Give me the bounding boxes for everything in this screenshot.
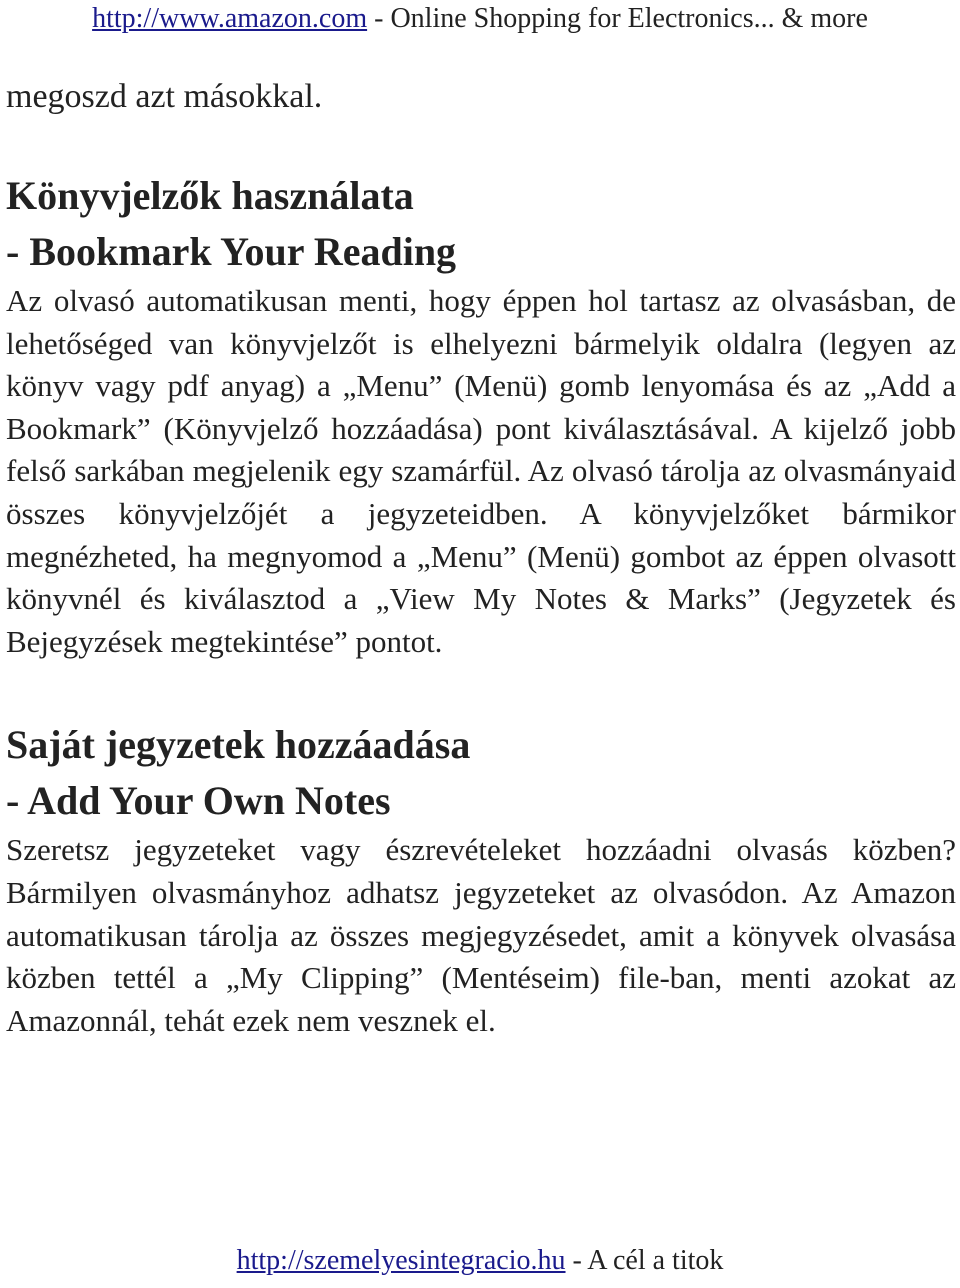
notes-paragraph: Szeretsz jegyzeteket vagy észrevételeket hozzáadni olvasás közben? Bármilyen olvasmányhoz adhatsz jegyzeteket az olvasódon. Az Amazon automatikusan tárolja az összes megjegyzésedet, amit a könyvek olvasása közben tettél a „My Clipping” (Mentéseim) file-ban, menti azokat az Amazonnál, tehát ezek nem vesznek el. (6, 832, 956, 1038)
continued-fragment: megoszd azt másokkal. (6, 78, 323, 115)
footer-link[interactable]: http://szemelyesintegracio.hu (236, 1245, 566, 1276)
header-link[interactable]: http://www.amazon.com (92, 3, 368, 34)
section-title-bookmarks (6, 168, 956, 280)
footer-tail: A cél a titok (587, 1245, 724, 1276)
section-title-bookmarks-hu: Könyvjelzők használata (6, 173, 414, 218)
section-title-bookmarks-en: - Bookmark Your Reading (6, 229, 457, 274)
header-tail: Online Shopping for Electronics... & more (390, 3, 868, 34)
page-header (0, 2, 960, 36)
footer-separator: - (565, 1245, 588, 1276)
section-title-notes-en: - Add Your Own Notes (6, 778, 391, 824)
header-separator: - (367, 3, 391, 34)
document-body (6, 76, 956, 1042)
section-title-notes (6, 717, 956, 829)
section-title-notes-hu: Saját jegyzetek hozzáadása (6, 722, 471, 768)
bookmarks-paragraph: Az olvasó automatikusan menti, hogy éppen hol tartasz az olvasásban, de lehetőséged van könyvjelzőt is elhelyezni bármelyik oldalra (legyen az könyv vagy pdf anyag) a „Menu” (Menü) gomb lenyomása és az „Add a Bookmark” (Könyvjelző hozzáadása) pont kiválasztásával. A kijelző jobb felső sarkában megjelenik egy szamárfül. Az olvasó tárolja az olvasmányaid összes könyvjelzőjét a jegyzeteidben. A könyvjelzőket bármikor megnézheted, ha megnyomod a „Menu” (Menü) gombot az éppen olvasott könyvnél és kiválasztod a „View My Notes & Marks” (Jegyzetek és Bejegyzések megtekintése” pontot. (6, 283, 956, 659)
page-footer (0, 1244, 960, 1278)
